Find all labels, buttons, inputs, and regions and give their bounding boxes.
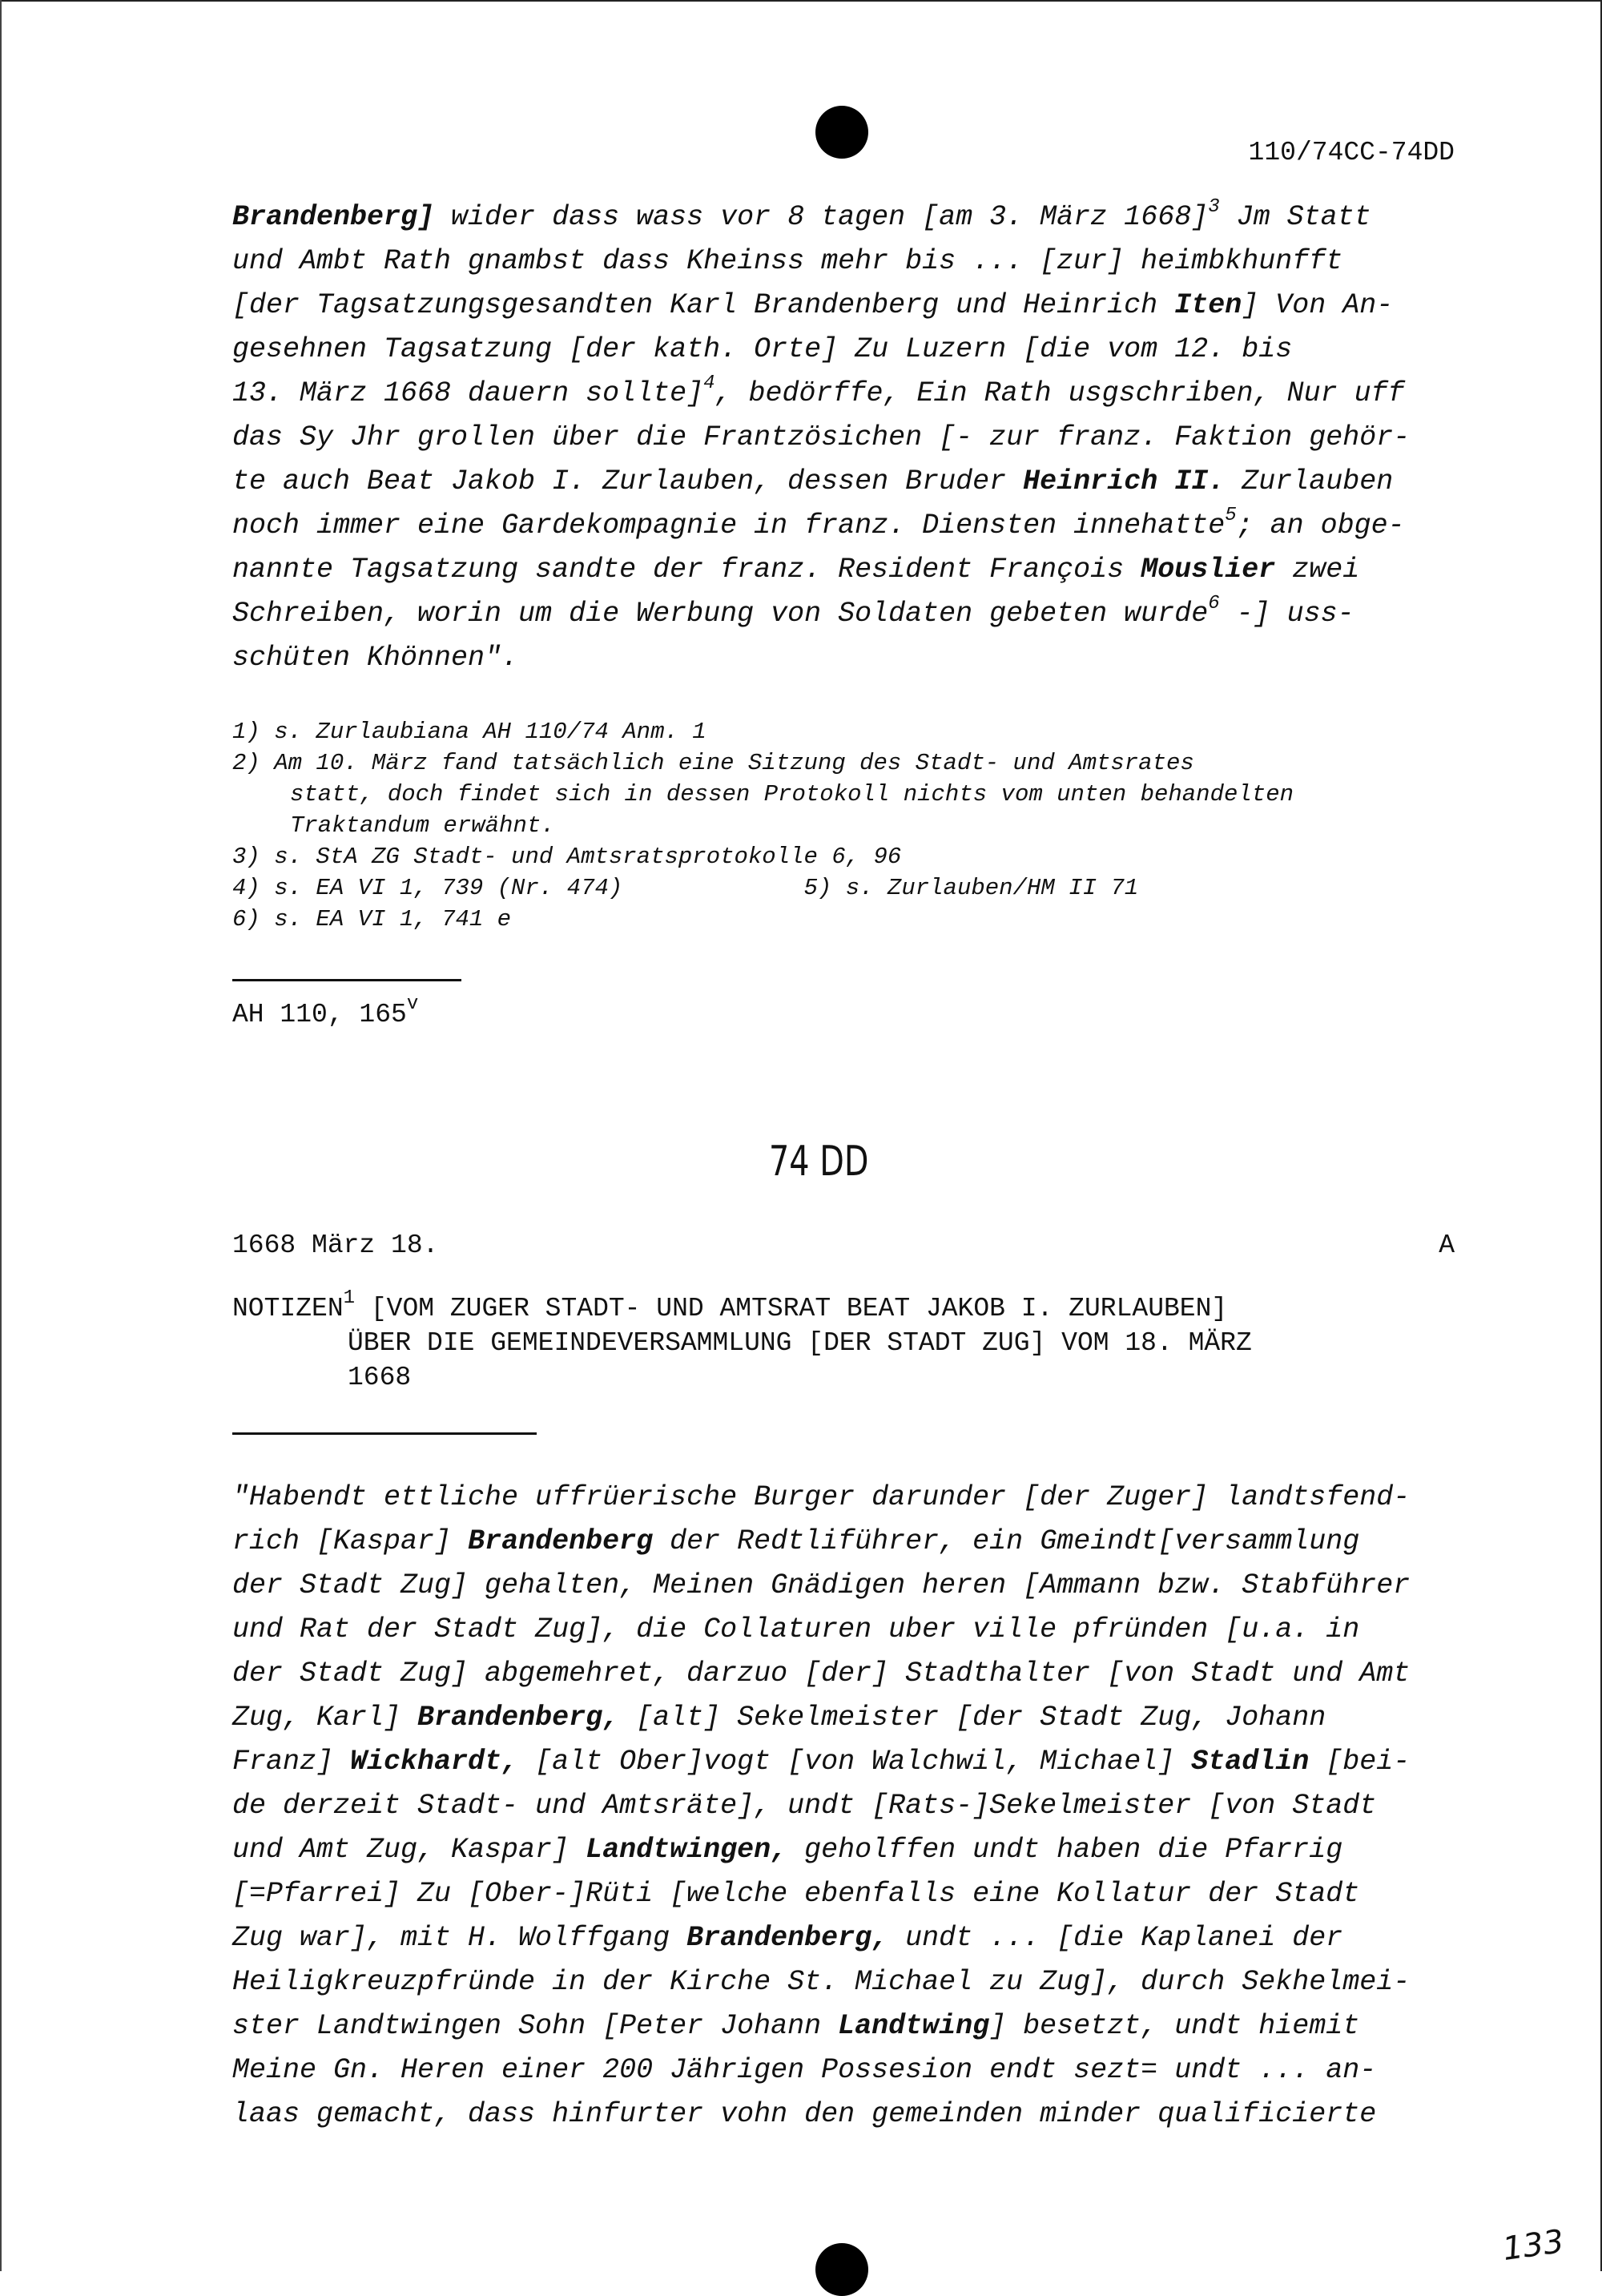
text-run: ster Landtwingen Sohn [Peter Johann — [232, 2010, 839, 2042]
text-run: [=Pfarrei] Zu [Ober-]Rüti [welche ebenfalls eine Kollatur der Stadt — [232, 1878, 1360, 1910]
body-paragraph — [232, 1476, 1458, 2137]
text-run: der Stadt Zug] gehalten, Meinen Gnädigen heren [Ammann bzw. Stabführer — [232, 1569, 1411, 1601]
person-name: Stadlin — [1191, 1746, 1310, 1778]
text-run: -] uss- — [1219, 598, 1354, 630]
document-number: 74 DD — [769, 1138, 869, 1186]
text-run: Franz] — [232, 1746, 351, 1778]
text-run: Jm Statt — [1219, 201, 1371, 233]
footnote-line: statt, doch findet sich in dessen Protokoll nichts vom unten behandelten — [290, 781, 1294, 808]
footnote-line: 1) s. Zurlaubiana AH 110/74 Anm. 1 — [232, 719, 706, 745]
text-run: nannte Tagsatzung sandte der franz. Resident François — [232, 554, 1141, 586]
text-run: das Sy Jhr grollen über die Frantzösichen [- zur franz. Faktion gehör- — [232, 421, 1411, 453]
body-line — [232, 1652, 1458, 1696]
text-run: rich [Kaspar] — [232, 1525, 469, 1557]
body-line — [232, 2048, 1458, 2093]
text-run: [der Tagsatzungsgesandten Karl Brandenberg und Heinrich — [232, 289, 1175, 321]
text-run: [bei- — [1309, 1746, 1411, 1778]
title-rule — [232, 1432, 537, 1435]
text-run: und Rat der Stadt Zug], die Collaturen uber ville pfründen [u.a. in — [232, 1613, 1360, 1645]
body-line — [232, 1696, 1458, 1740]
text-run: Schreiben, worin um die Werbung von Soldaten gebeten wurde — [232, 598, 1209, 630]
text-run: der Redtliführer, ein Gmeindt[versammlung — [653, 1525, 1360, 1557]
text-run: zwei — [1275, 554, 1360, 586]
person-name: Iten — [1174, 289, 1242, 321]
text-run: noch immer eine Gardekompagnie in franz. Diensten innehatte — [232, 510, 1226, 542]
text-run: [alt Ober]vogt [von Walchwil, Michael] — [518, 1746, 1192, 1778]
footnote-line: 3) s. StA ZG Stadt- und Amtsratsprotokolle 6, 96 — [232, 844, 902, 870]
continuation-line — [232, 592, 1458, 636]
archive-reference-text: AH 110, 165 — [232, 1000, 407, 1029]
document-title — [232, 1287, 1458, 1395]
page-border-top — [0, 0, 1602, 2]
text-run: und Amt Zug, Kaspar] — [232, 1834, 586, 1866]
text-run: Heiligkreuzpfründe in der Kirche St. Michael zu Zug], durch Sekhelmei- — [232, 1966, 1411, 1998]
title-line-2: ÜBER DIE GEMEINDEVERSAMMLUNG [DER STADT ZUG] VOM 18. MÄRZ — [348, 1328, 1252, 1358]
continuation-paragraph — [232, 195, 1458, 680]
continuation-line — [232, 548, 1458, 592]
text-run: undt ... [die Kaplanei der — [888, 1922, 1343, 1954]
text-run: wider dass wass vor 8 tagen [am 3. März 1668] — [434, 201, 1209, 233]
text-run: geholffen undt haben die Pfarrig — [787, 1834, 1343, 1866]
continuation-line — [232, 240, 1458, 284]
page-number-handwritten: 133 — [1499, 2222, 1566, 2269]
footnote-line: 2) Am 10. März fand tatsächlich eine Sitzung des Stadt- und Amtsrates — [232, 750, 1194, 776]
text-run: "Habendt ettliche uffrüerische Burger darunder [der Zuger] landtsfend- — [232, 1481, 1411, 1513]
archive-reference-sup: v — [406, 993, 419, 1015]
text-run: der Stadt Zug] abgemehret, darzuo [der] Stadthalter [von Stadt und Amt — [232, 1658, 1411, 1690]
text-run: te auch Beat Jakob I. Zurlauben, dessen Bruder — [232, 465, 1024, 497]
title-footnote-ref: 1 — [343, 1287, 356, 1309]
continuation-line — [232, 504, 1458, 548]
text-run: Zurlauben — [1225, 465, 1394, 497]
text-run: Zug, Karl] — [232, 1702, 418, 1734]
body-line — [232, 1564, 1458, 1608]
page-border-left — [0, 0, 2, 2271]
footnote-ref: 5 — [1225, 505, 1237, 526]
person-name: Heinrich II. — [1023, 465, 1226, 497]
text-run: 13. März 1668 dauern sollte] — [232, 377, 704, 409]
footnote-line: 4) s. EA VI 1, 739 (Nr. 474) 5) s. Zurlauben/HM II 71 — [232, 875, 1139, 901]
body-line — [232, 1608, 1458, 1652]
person-name: Brandenberg — [468, 1525, 654, 1557]
person-name: Brandenberg, — [417, 1702, 620, 1734]
body-line — [232, 2093, 1458, 2137]
continuation-line — [232, 416, 1458, 460]
title-line-3: 1668 — [348, 1363, 412, 1392]
text-run: Zug war], mit H. Wolffgang — [232, 1922, 687, 1954]
footnote-ref: 3 — [1208, 196, 1220, 218]
person-name: Landtwing — [838, 2010, 990, 2042]
body-line — [232, 1476, 1458, 1520]
text-run: schüten Khönnen". — [232, 642, 519, 674]
document-variant: A — [1439, 1231, 1455, 1260]
body-line — [232, 2004, 1458, 2048]
body-line — [232, 1916, 1458, 1960]
footnote-ref: 6 — [1208, 593, 1220, 614]
body-line — [232, 1872, 1458, 1916]
footnote-line: Traktandum erwähnt. — [290, 812, 555, 839]
body-line — [232, 1520, 1458, 1564]
title-line-1: NOTIZEN$^1$ [VOM ZUGER STADT- UND AMTSRAT BEAT JAKOB I. ZURLAUBEN] — [232, 1287, 1228, 1323]
punch-hole-icon — [815, 106, 868, 159]
continuation-line — [232, 195, 1458, 240]
document-date: 1668 März 18. — [232, 1231, 439, 1260]
text-run: [alt] Sekelmeister [der Stadt Zug, Johann — [619, 1702, 1326, 1734]
continuation-line — [232, 636, 1458, 680]
text-run: ; an obge- — [1236, 510, 1405, 542]
person-name: Landtwingen, — [586, 1834, 788, 1866]
continuation-line — [232, 372, 1458, 416]
footnote-line: 6) s. EA VI 1, 741 e — [232, 906, 512, 932]
text-run: Meine Gn. Heren einer 200 Jährigen Possesion endt sezt= undt ... an- — [232, 2054, 1377, 2086]
text-run: laas gemacht, dass hinfurter vohn den gemeinden minder qualificierte — [232, 2098, 1377, 2130]
continuation-line — [232, 284, 1458, 328]
body-line — [232, 1784, 1458, 1828]
text-run: , bedörffe, Ein Rath usgschriben, Nur uff — [714, 377, 1405, 409]
person-name: Mouslier — [1141, 554, 1276, 586]
text-run: de derzeit Stadt- und Amtsräte], undt [Rats-]Sekelmeister [von Stadt — [232, 1790, 1377, 1822]
continuation-line — [232, 328, 1458, 372]
continuation-line — [232, 460, 1458, 504]
document-id: 110/74CC-74DD — [1248, 138, 1455, 167]
person-name: Brandenberg] — [232, 201, 435, 233]
footnotes — [232, 716, 1458, 935]
person-name: Wickhardt, — [350, 1746, 519, 1778]
body-line — [232, 1828, 1458, 1872]
text-run: ] Von An- — [1242, 289, 1394, 321]
footnote-rule — [232, 979, 461, 981]
body-line — [232, 1960, 1458, 2004]
archive-reference — [232, 993, 419, 1029]
person-name: Brandenberg, — [686, 1922, 889, 1954]
text-run: ] besetzt, undt hiemit — [989, 2010, 1360, 2042]
body-line — [232, 1740, 1458, 1784]
punch-hole-icon — [815, 2243, 868, 2296]
footnote-ref: 4 — [703, 373, 715, 394]
text-run: und Ambt Rath gnambst dass Kheinss mehr bis ... [zur] heimbkhunfft — [232, 245, 1343, 277]
text-run: gesehnen Tagsatzung [der kath. Orte] Zu Luzern [die vom 12. bis — [232, 333, 1293, 365]
